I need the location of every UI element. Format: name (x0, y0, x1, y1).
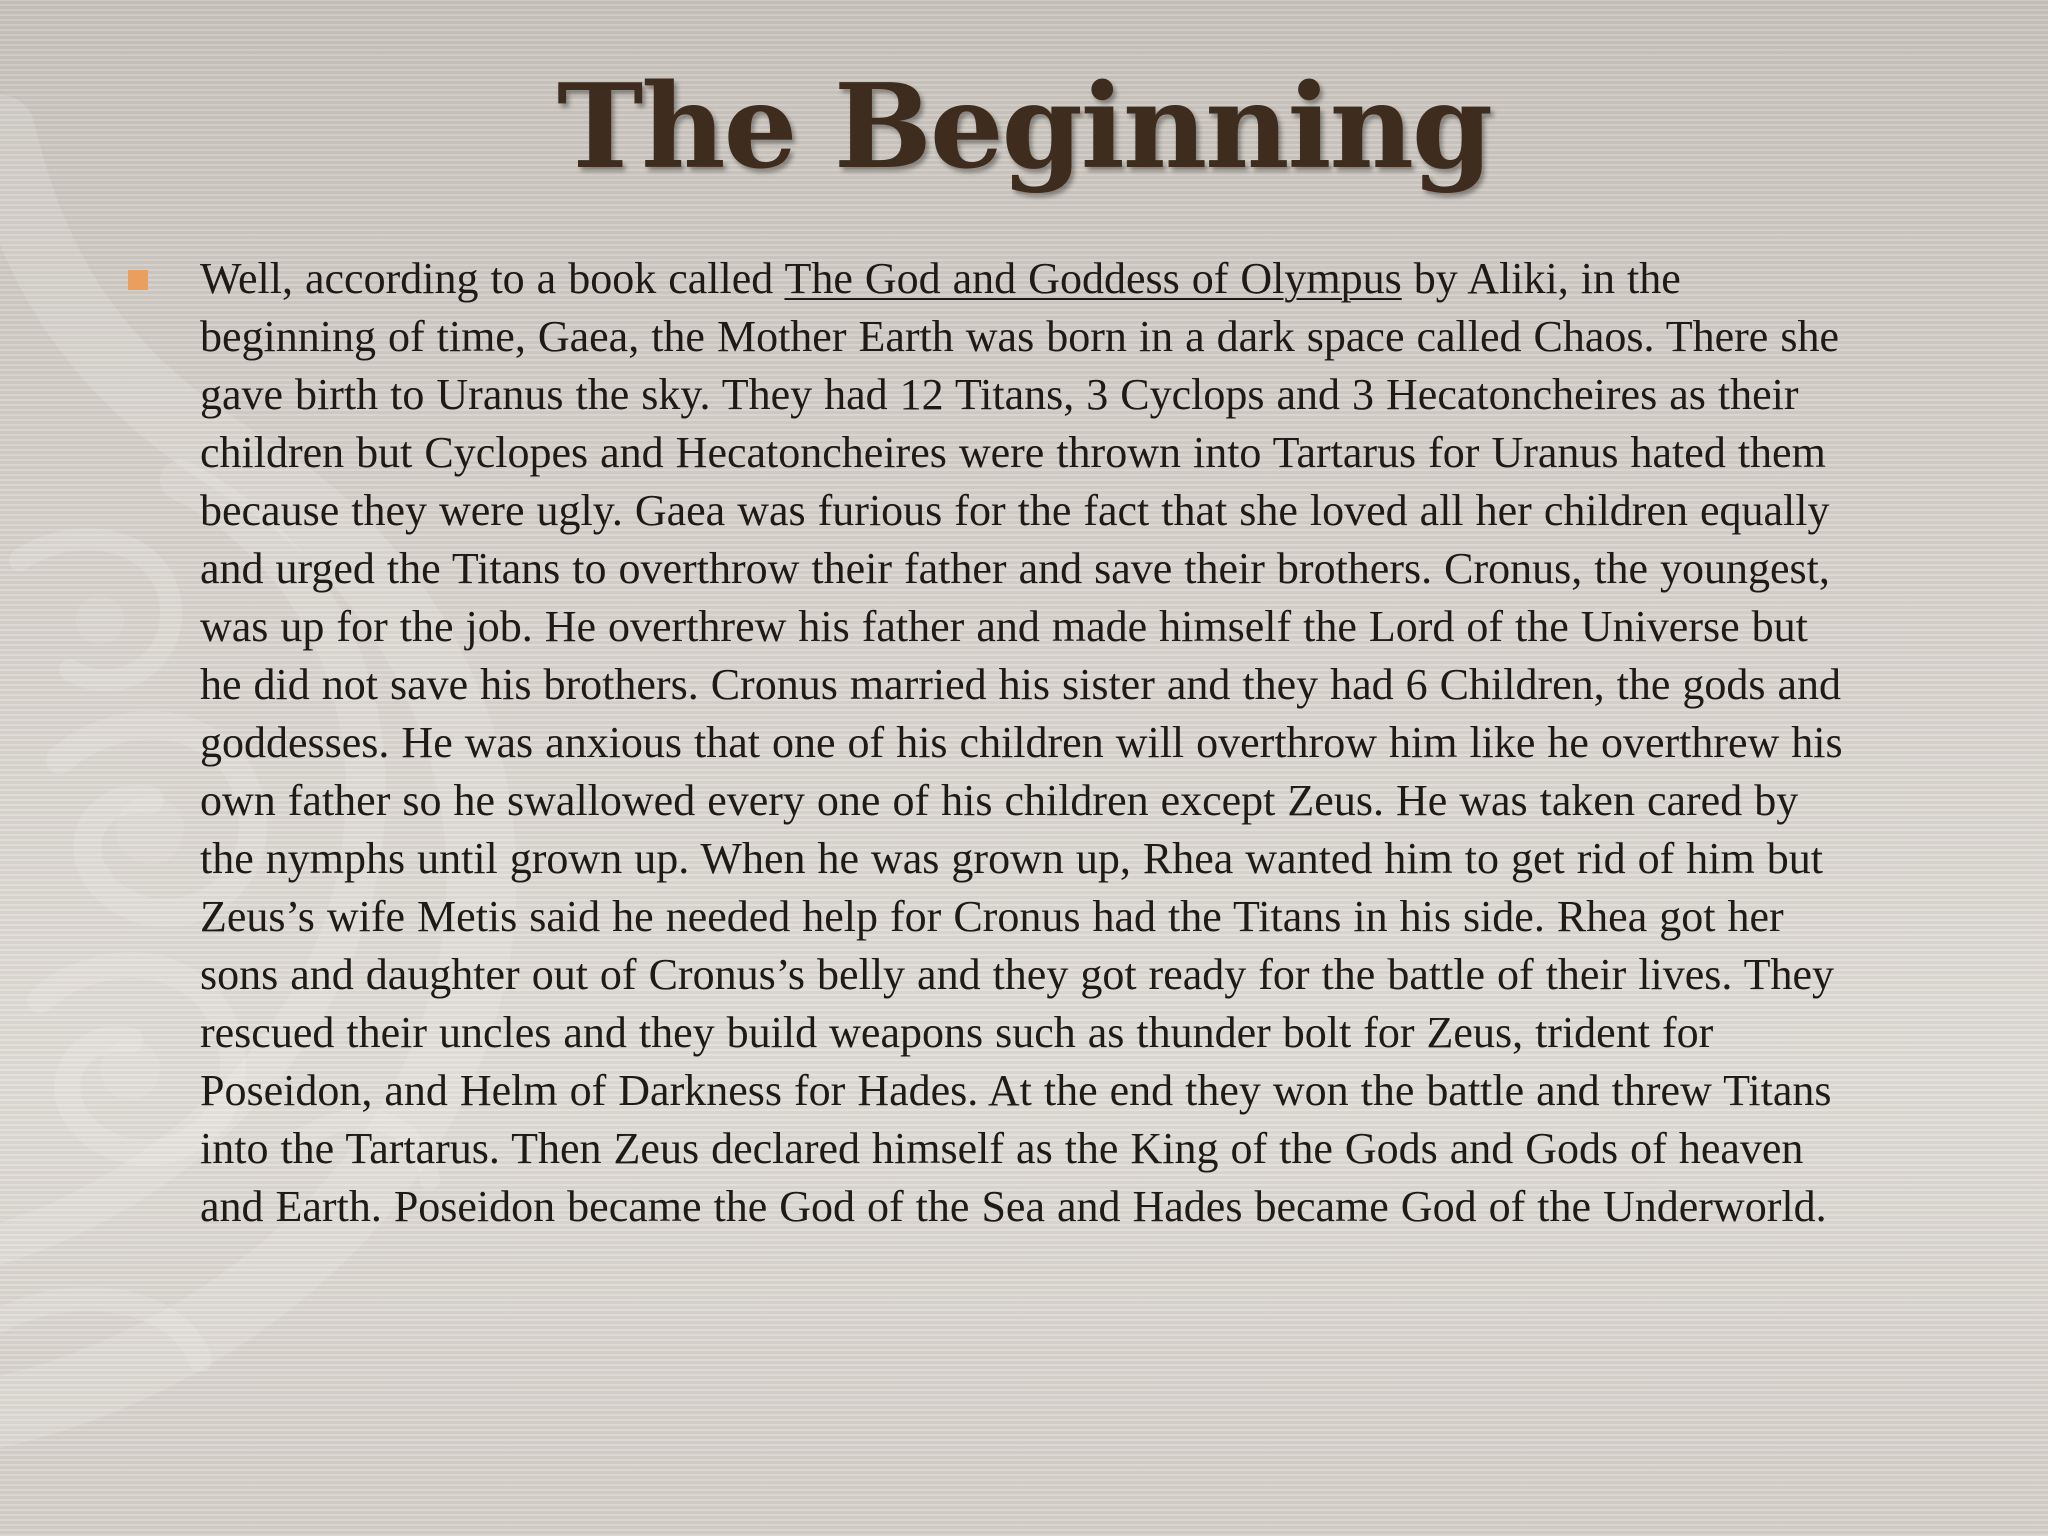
body-paragraph (200, 250, 1860, 1236)
book-title: The God and Goddess of Olympus (784, 254, 1402, 303)
bullet-square-icon (128, 270, 148, 290)
slide-title: The Beginning (556, 59, 1492, 195)
paragraph-intro: Well, according to a book called (200, 254, 785, 303)
paragraph-body: by Aliki, in the beginning of time, Gaea, the Mother Earth was born in a dark space called Chaos. There she gave birth to Uranus the sky. They had 12 Titans, 3 Cyclops and 3 Hecatoncheires as their children but Cyclopes and Hecatoncheires were thrown into Tartarus for Uranus hated them because they were ugly. Gaea was furious for the fact that she loved all her children equally and urged the Titans to overthrow their father and save their brothers. Cronus, the youngest, was up for the job. He overthrew his father and made himself the Lord of the Universe but he did not save his brothers. Cronus married his sister and they had 6 Children, the gods and goddesses. He was anxious that one of his children will overthrow him like he overthrew his own father so he swallowed every one of his children except Zeus. He was taken cared by the nymphs until grown up. When he was grown up, Rhea wanted him to get rid of him but Zeus’s wife Metis said he needed help for Cronus had the Titans in his side. Rhea got her sons and daughter out of Cronus’s belly and they got ready for the battle of their lives. They rescued their uncles and they build weapons such as thunder bolt for Zeus, trident for Poseidon, and Helm of Darkness for Hades. At the end they won the battle and threw Titans into the Tartarus. Then Zeus declared himself as the King of the Gods and Gods of heaven and Earth. Poseidon became the God of the Sea and Hades became God of the Underworld. (200, 254, 1843, 1231)
